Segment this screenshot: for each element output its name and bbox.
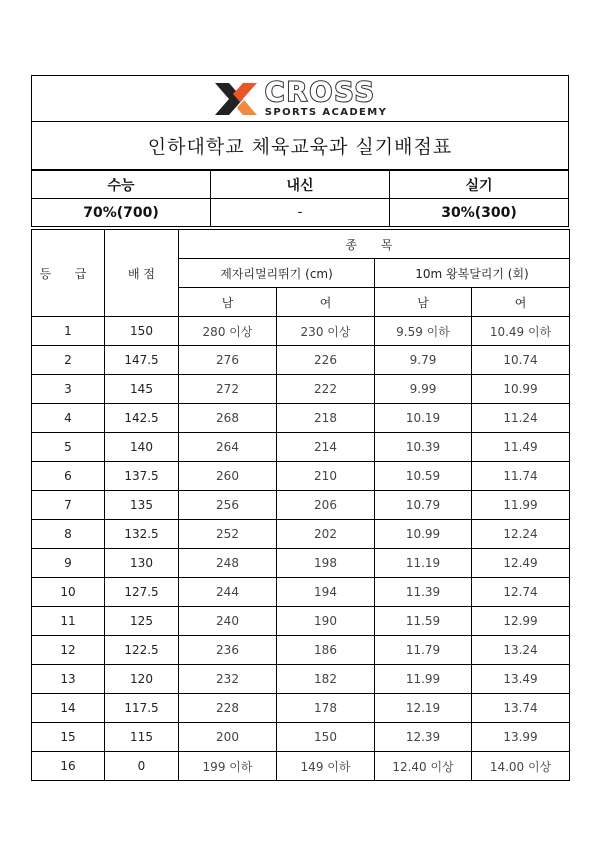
- long-jump-female-cell: 222: [277, 375, 375, 404]
- score-sheet: [31, 75, 569, 781]
- long-jump-male-cell: 272: [179, 375, 277, 404]
- shuttle-run-female-cell: 13.49: [472, 665, 570, 694]
- grade-cell: 4: [32, 404, 105, 433]
- score-cell: 0: [105, 752, 179, 781]
- long-jump-male-cell: 264: [179, 433, 277, 462]
- long-jump-female-cell: 202: [277, 520, 375, 549]
- score-cell: 120: [105, 665, 179, 694]
- table-row: [32, 636, 570, 665]
- shuttle-run-male-header: 남: [375, 288, 472, 317]
- score-cell: 147.5: [105, 346, 179, 375]
- table-row: [32, 520, 570, 549]
- shuttle-run-male-cell: 10.79: [375, 491, 472, 520]
- score-cell: 137.5: [105, 462, 179, 491]
- score-cell: 145: [105, 375, 179, 404]
- score-header: 배 점: [105, 230, 179, 317]
- grade-header: 등 급: [32, 230, 105, 317]
- shuttle-run-male-cell: 11.39: [375, 578, 472, 607]
- title-box: [31, 121, 569, 170]
- shuttle-run-male-cell: 12.40 이상: [375, 752, 472, 781]
- shuttle-run-female-cell: 11.49: [472, 433, 570, 462]
- grade-cell: 5: [32, 433, 105, 462]
- table-row: [32, 404, 570, 433]
- long-jump-male-cell: 232: [179, 665, 277, 694]
- long-jump-female-cell: 198: [277, 549, 375, 578]
- shuttle-run-male-cell: 11.19: [375, 549, 472, 578]
- long-jump-female-cell: 194: [277, 578, 375, 607]
- grade-cell: 3: [32, 375, 105, 404]
- shuttle-run-female-header: 여: [472, 288, 570, 317]
- shuttle-run-male-cell: 11.99: [375, 665, 472, 694]
- logo-header: [31, 75, 569, 121]
- long-jump-male-cell: 200: [179, 723, 277, 752]
- ratio-header-row: [32, 171, 569, 199]
- long-jump-female-cell: 149 이하: [277, 752, 375, 781]
- shuttle-run-male-cell: 12.19: [375, 694, 472, 723]
- shuttle-run-male-cell: 11.79: [375, 636, 472, 665]
- long-jump-male-header: 남: [179, 288, 277, 317]
- long-jump-male-cell: 240: [179, 607, 277, 636]
- table-row: [32, 723, 570, 752]
- table-row: [32, 578, 570, 607]
- shuttle-run-female-cell: 12.99: [472, 607, 570, 636]
- table-row: [32, 346, 570, 375]
- shuttle-run-female-cell: 13.99: [472, 723, 570, 752]
- table-row: [32, 491, 570, 520]
- table-row: [32, 665, 570, 694]
- grade-cell: 9: [32, 549, 105, 578]
- shuttle-run-female-cell: 14.00 이상: [472, 752, 570, 781]
- score-cell: 150: [105, 317, 179, 346]
- score-cell: 115: [105, 723, 179, 752]
- shuttle-run-male-cell: 9.99: [375, 375, 472, 404]
- long-jump-male-cell: 252: [179, 520, 277, 549]
- score-rows: [32, 317, 570, 781]
- event-header: 종 목: [179, 230, 570, 259]
- long-jump-female-cell: 210: [277, 462, 375, 491]
- long-jump-female-cell: 230 이상: [277, 317, 375, 346]
- shuttle-run-female-cell: 10.49 이하: [472, 317, 570, 346]
- shuttle-run-female-cell: 10.74: [472, 346, 570, 375]
- score-cell: 130: [105, 549, 179, 578]
- shuttle-run-male-cell: 12.39: [375, 723, 472, 752]
- long-jump-female-cell: 218: [277, 404, 375, 433]
- long-jump-female-cell: 186: [277, 636, 375, 665]
- grade-cell: 16: [32, 752, 105, 781]
- long-jump-female-cell: 206: [277, 491, 375, 520]
- long-jump-female-cell: 214: [277, 433, 375, 462]
- table-row: [32, 462, 570, 491]
- long-jump-male-cell: 248: [179, 549, 277, 578]
- grade-cell: 15: [32, 723, 105, 752]
- shuttle-run-female-cell: 13.24: [472, 636, 570, 665]
- long-jump-male-cell: 268: [179, 404, 277, 433]
- ratio-value-naesin: -: [211, 199, 390, 227]
- page-title: 인하대학교 체육교육과 실기배점표: [147, 136, 453, 158]
- ratio-header-naesin: 내신: [211, 171, 390, 199]
- score-cell: 135: [105, 491, 179, 520]
- score-cell: 140: [105, 433, 179, 462]
- long-jump-female-cell: 150: [277, 723, 375, 752]
- long-jump-female-cell: 226: [277, 346, 375, 375]
- grade-cell: 13: [32, 665, 105, 694]
- ratio-table: [31, 170, 569, 227]
- table-row: [32, 549, 570, 578]
- long-jump-male-cell: 280 이상: [179, 317, 277, 346]
- shuttle-run-female-cell: 11.24: [472, 404, 570, 433]
- grade-cell: 8: [32, 520, 105, 549]
- score-table: [31, 229, 570, 781]
- shuttle-run-male-cell: 11.59: [375, 607, 472, 636]
- table-row: [32, 375, 570, 404]
- score-cell: 125: [105, 607, 179, 636]
- event-long-jump-header: 제자리멀리뛰기 (cm): [179, 259, 375, 288]
- shuttle-run-female-cell: 12.49: [472, 549, 570, 578]
- shuttle-run-male-cell: 9.79: [375, 346, 472, 375]
- long-jump-male-cell: 256: [179, 491, 277, 520]
- grade-cell: 10: [32, 578, 105, 607]
- shuttle-run-female-cell: 12.74: [472, 578, 570, 607]
- shuttle-run-male-cell: 10.99: [375, 520, 472, 549]
- ratio-value-suneung: 70%(700): [32, 199, 211, 227]
- grade-cell: 11: [32, 607, 105, 636]
- logo-wordmark: CROSS: [264, 77, 376, 108]
- long-jump-male-cell: 244: [179, 578, 277, 607]
- shuttle-run-male-cell: 10.39: [375, 433, 472, 462]
- long-jump-female-cell: 178: [277, 694, 375, 723]
- cross-logo: [213, 79, 388, 118]
- long-jump-male-cell: 260: [179, 462, 277, 491]
- long-jump-male-cell: 236: [179, 636, 277, 665]
- long-jump-male-cell: 199 이하: [179, 752, 277, 781]
- shuttle-run-female-cell: 10.99: [472, 375, 570, 404]
- score-cell: 142.5: [105, 404, 179, 433]
- long-jump-female-cell: 190: [277, 607, 375, 636]
- table-row: [32, 433, 570, 462]
- shuttle-run-female-cell: 13.74: [472, 694, 570, 723]
- grade-cell: 1: [32, 317, 105, 346]
- shuttle-run-female-cell: 11.74: [472, 462, 570, 491]
- cross-x-icon: [213, 81, 259, 117]
- long-jump-female-header: 여: [277, 288, 375, 317]
- shuttle-run-male-cell: 9.59 이하: [375, 317, 472, 346]
- shuttle-run-male-cell: 10.19: [375, 404, 472, 433]
- long-jump-male-cell: 228: [179, 694, 277, 723]
- long-jump-female-cell: 182: [277, 665, 375, 694]
- table-row: [32, 694, 570, 723]
- grade-cell: 2: [32, 346, 105, 375]
- event-shuttle-run-header: 10m 왕복달리기 (회): [375, 259, 570, 288]
- grade-cell: 7: [32, 491, 105, 520]
- score-cell: 127.5: [105, 578, 179, 607]
- ratio-value-row: [32, 199, 569, 227]
- ratio-header-suneung: 수능: [32, 171, 211, 199]
- logo-subtitle: SPORTS ACADEMY: [264, 107, 388, 118]
- header-row-1: [32, 230, 570, 259]
- table-row: [32, 607, 570, 636]
- score-cell: 122.5: [105, 636, 179, 665]
- long-jump-male-cell: 276: [179, 346, 277, 375]
- score-cell: 132.5: [105, 520, 179, 549]
- ratio-header-silgi: 실기: [390, 171, 569, 199]
- grade-cell: 14: [32, 694, 105, 723]
- score-cell: 117.5: [105, 694, 179, 723]
- shuttle-run-female-cell: 12.24: [472, 520, 570, 549]
- shuttle-run-male-cell: 10.59: [375, 462, 472, 491]
- shuttle-run-female-cell: 11.99: [472, 491, 570, 520]
- table-row: [32, 317, 570, 346]
- ratio-value-silgi: 30%(300): [390, 199, 569, 227]
- table-row: [32, 752, 570, 781]
- grade-cell: 12: [32, 636, 105, 665]
- grade-cell: 6: [32, 462, 105, 491]
